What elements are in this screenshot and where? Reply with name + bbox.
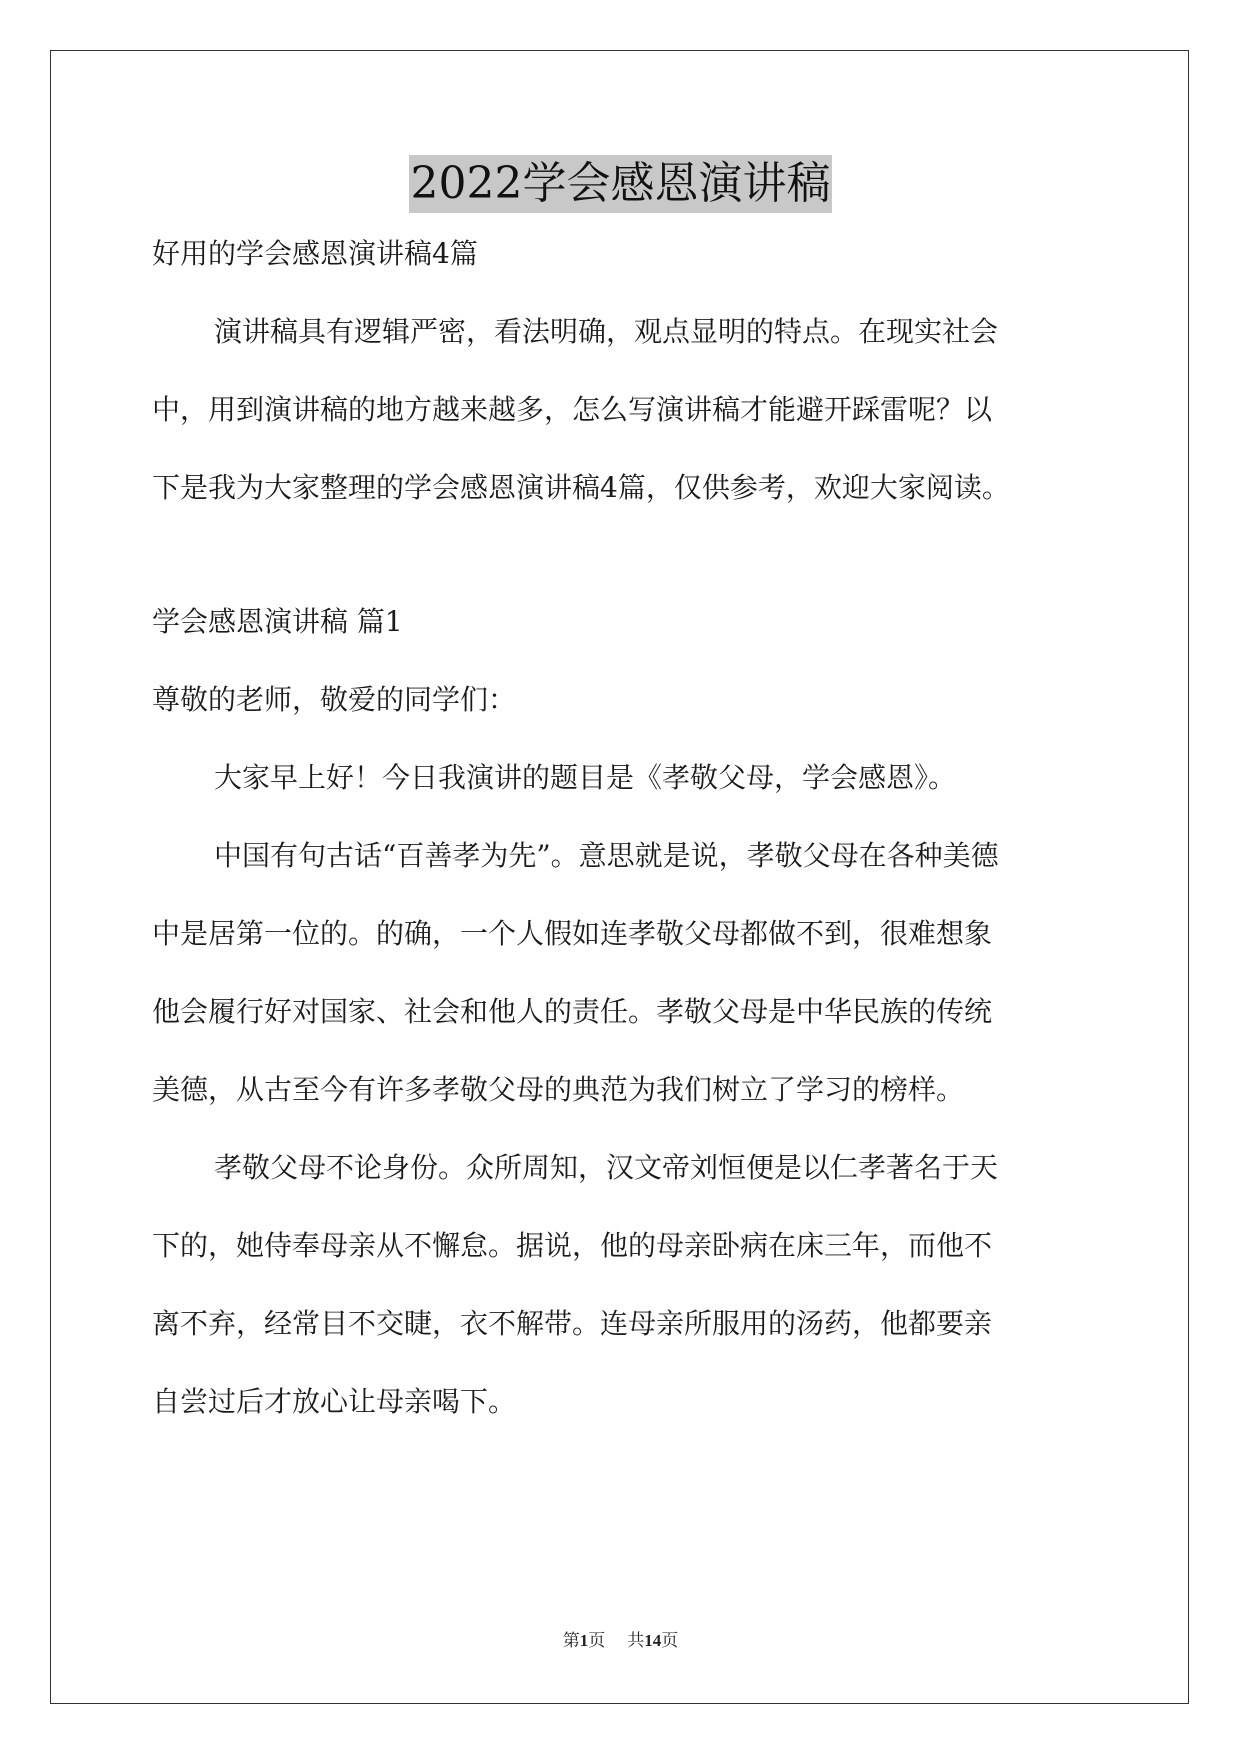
section-heading: 学会感恩演讲稿 篇1 (152, 605, 403, 638)
paragraph-line: 自尝过后才放心让母亲喝下。 (152, 1385, 517, 1418)
paragraph-line: 下的，她侍奉母亲从不懈怠。据说，他的母亲卧病在床三年，而他不 (152, 1229, 993, 1262)
page-border (50, 50, 1189, 1704)
paragraph-line: 中国有句古话“百善孝为先”。意思就是说，孝敬父母在各种美德 (214, 839, 999, 872)
page-total: 14 (644, 1631, 662, 1650)
page-footer (0, 1626, 1241, 1651)
intro-line: 演讲稿具有逻辑严密，看法明确，观点显明的特点。在现实社会 (214, 315, 999, 348)
document-subtitle: 好用的学会感恩演讲稿4篇 (152, 237, 478, 270)
total-suffix: 页 (661, 1631, 679, 1650)
paragraph-line: 离不弃，经常目不交睫，衣不解带。连母亲所服用的汤药，他都要亲 (152, 1307, 993, 1340)
paragraph-line: 中是居第一位的。的确，一个人假如连孝敬父母都做不到，很难想象 (152, 917, 993, 950)
page-suffix: 页 (588, 1631, 606, 1650)
page-prefix: 第 (562, 1631, 580, 1650)
paragraph-line: 孝敬父母不论身份。众所周知，汉文帝刘恒便是以仁孝著名于天 (214, 1151, 999, 1184)
paragraph-line: 他会履行好对国家、社会和他人的责任。孝敬父母是中华民族的传统 (152, 995, 993, 1028)
paragraph-line: 美德，从古至今有许多孝敬父母的典范为我们树立了学习的榜样。 (152, 1073, 965, 1106)
total-prefix: 共 (627, 1631, 645, 1650)
page-number: 1 (579, 1631, 589, 1650)
paragraph-line: 大家早上好！今日我演讲的题目是《孝敬父母，学会感恩》。 (214, 761, 957, 794)
document-title: 2022学会感恩演讲稿 (409, 155, 833, 213)
salutation: 尊敬的老师，敬爱的同学们： (152, 683, 517, 716)
title-container (0, 155, 1241, 213)
intro-line: 中，用到演讲稿的地方越来越多，怎么写演讲稿才能避开踩雷呢？以 (152, 393, 993, 426)
intro-line: 下是我为大家整理的学会感恩演讲稿4篇，仅供参考，欢迎大家阅读。 (152, 471, 1010, 504)
